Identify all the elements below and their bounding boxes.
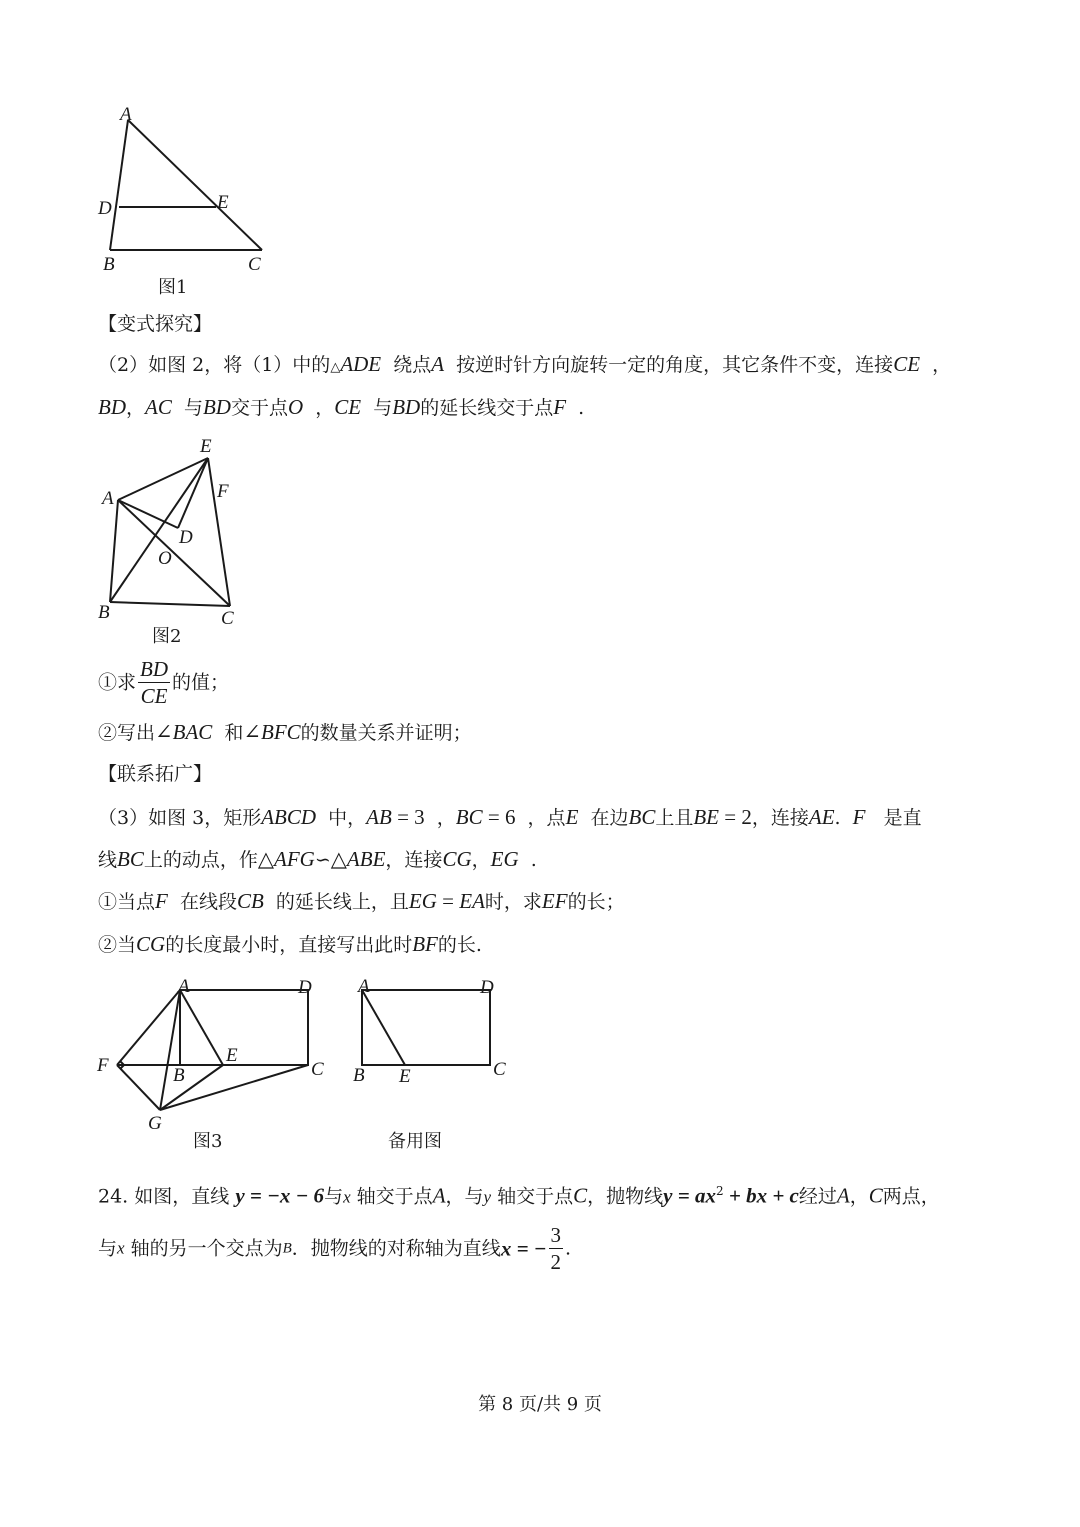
figure-1-caption: 图1 xyxy=(158,277,188,298)
label-E: E xyxy=(399,1066,411,1087)
section-title-variant: 【变式探究】 xyxy=(98,313,213,335)
label-E: E xyxy=(217,192,229,213)
question-2-part-2: ②写出∠BAC 和∠BFC的数量关系并证明； xyxy=(98,720,472,744)
label-C: C xyxy=(248,254,261,275)
label-A: A xyxy=(120,104,132,125)
label-A: A xyxy=(178,976,190,997)
label-C: C xyxy=(493,1059,506,1080)
label-F: F xyxy=(217,481,229,502)
label-E: E xyxy=(200,436,212,457)
label-D: D xyxy=(298,977,312,998)
question-2-part-1: ①求 $\frac{BD}{CE}$ 的值； xyxy=(98,657,230,708)
section-title-extension: 【联系拓广】 xyxy=(98,763,213,785)
figure-1 xyxy=(90,100,290,275)
label-B: B xyxy=(173,1065,185,1086)
figure-3 xyxy=(90,975,340,1134)
label-A: A xyxy=(102,488,114,509)
label-D: D xyxy=(179,527,193,548)
label-E: E xyxy=(226,1045,238,1066)
figure-2-caption: 图2 xyxy=(152,626,182,647)
label-D: D xyxy=(480,977,494,998)
label-A: A xyxy=(358,976,370,997)
label-D: D xyxy=(98,198,112,219)
question-3-part-1: ①当点F 在线段CB 的延长线上，且EG = EA时，求EF的长； xyxy=(98,889,625,913)
question-3-line-1: （3）如图 3，矩形ABCD 中，AB = 3 ，BC = 6 ，点E 在边BC上且BE = 2，连接AE. F 是直 xyxy=(98,805,922,829)
question-2-line-1: （2）如图 2，将（1）中的△ADE 绕点A 按逆时针方向旋转一定的角度，其它条件不变，连接CE ， xyxy=(98,352,952,376)
label-C: C xyxy=(221,608,234,629)
fraction-3-2: $\frac{3}{2}$ xyxy=(550,1223,562,1274)
question-24-line-1: 24. 如图，直线 y = −x − 6与x 轴交于点A，与y 轴交于点C，抛物线$y = ax^2$ + bx + c经过A，C两点， xyxy=(98,1183,940,1208)
label-B: B xyxy=(98,602,110,623)
figure-spare-caption: 备用图 xyxy=(388,1131,442,1152)
question-3-part-2: ②当CG的长度最小时，直接写出此时BF的长. xyxy=(98,932,482,956)
question-3-line-2: 线BC上的动点，作△AFG∽△ABE，连接CG，EG . xyxy=(98,847,537,871)
question-2-line-2: BD，AC 与BD交于点O ，CE 与BD的延长线交于点F . xyxy=(98,395,585,419)
label-C: C xyxy=(311,1059,324,1080)
figure-3-caption: 图3 xyxy=(193,1131,223,1152)
fraction-bd-ce: $\frac{BD}{CE}$ xyxy=(140,657,169,708)
label-F: F xyxy=(97,1055,109,1076)
figure-spare xyxy=(350,975,520,1095)
label-G: G xyxy=(148,1113,162,1134)
page-footer: 第 8 页/共 9 页 xyxy=(478,1394,602,1415)
label-B: B xyxy=(353,1065,365,1086)
question-24-line-2: 与x 轴的另一个交点为B．抛物线的对称轴为直线x = − $\frac{3}{2}$ . xyxy=(98,1223,572,1274)
label-O: O xyxy=(158,548,172,569)
figure-2 xyxy=(90,430,260,630)
label-B: B xyxy=(103,254,115,275)
